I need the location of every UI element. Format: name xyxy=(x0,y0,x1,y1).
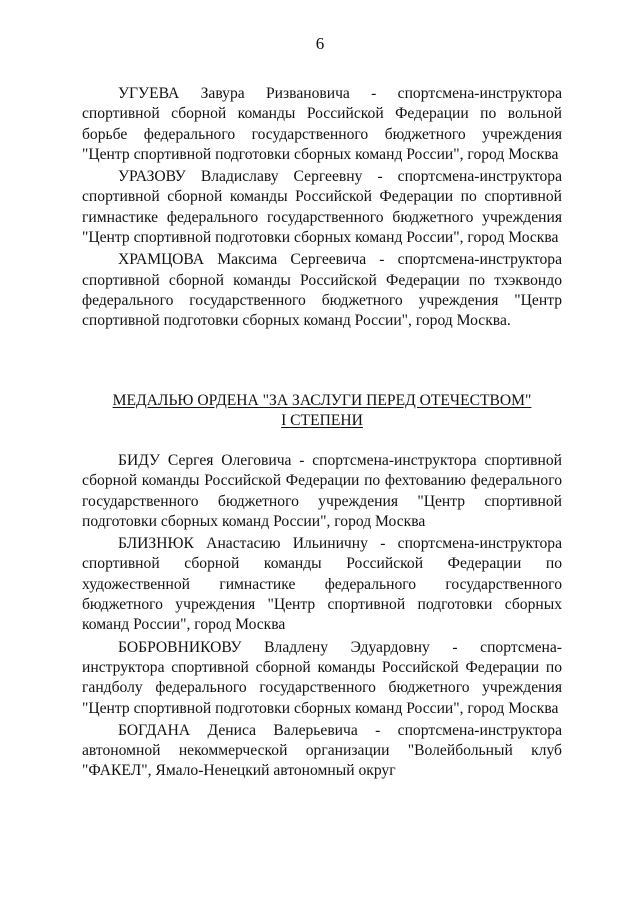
award-entry: УГУЕВА Завура Ризвановича - спортсмена-инструктора спортивной сборной команды Российской Федерации по вольной борьбе федерального государственного бюджетного учреждения "Центр спортивной подготовки сборных команд России", город Москва xyxy=(82,85,562,163)
section-heading xyxy=(82,391,562,432)
page-number: 6 xyxy=(315,34,325,53)
award-entry: БОГДАНА Дениса Валерьевича - спортсмена-инструктора автономной некоммерческой организации "Волейбольный клуб "ФАКЕЛ", Ямало-Ненецкий автономный округ xyxy=(82,721,562,780)
award-list-top xyxy=(82,84,562,334)
award-list-bottom xyxy=(82,451,562,784)
award-entry: ХРАМЦОВА Максима Сергеевича - спортсмена-инструктора спортивной сборной команды Российской Федерации по тхэквондо федерального государственного бюджетного учреждения "Центр спортивной подготовки сборных команд России", город Москва. xyxy=(82,251,562,330)
award-entry: БОБРОВНИКОВУ Владлену Эдуардовну - спортсмена-инструктора спортивной сборной команды Российской Федерации по гандболу федерального государственного бюджетного учреждения "Центр спортивной подготовки сборных команд России", город Москва xyxy=(82,638,562,717)
award-entry: УРАЗОВУ Владиславу Сергеевну - спортсмена-инструктора спортивной сборной команды Российской Федерации по спортивной гимнастике федерального государственного бюджетного учреждения "Центр спортивной подготовки сборных команд России", город Москва xyxy=(82,168,562,247)
award-entry: БЛИЗНЮК Анастасию Ильиничну - спортсмена-инструктора спортивной сборной команды Российской Федерации по художественной гимнастике федерального государственного бюджетного учреждения "Центр спортивной подготовки сборных команд России", город Москва xyxy=(82,535,562,634)
award-entry: БИДУ Сергея Олеговича - спортсмена-инструктора спортивной сборной команды Российской Федерации по фехтованию федерального государственного бюджетного учреждения "Центр спортивной подготовки сборных команд России", город Москва xyxy=(82,452,562,530)
heading-line-1: МЕДАЛЬЮ ОРДЕНА "ЗА ЗАСЛУГИ ПЕРЕД ОТЕЧЕСТВОМ" xyxy=(112,392,532,409)
heading-line-2: I СТЕПЕНИ xyxy=(281,412,363,430)
